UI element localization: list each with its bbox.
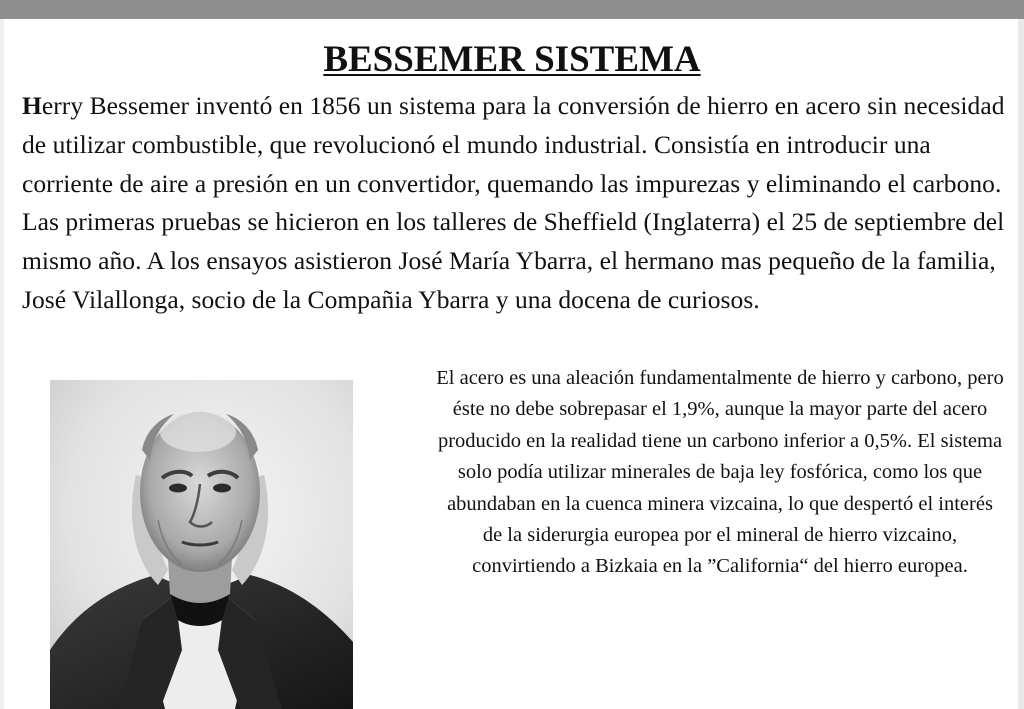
intro-paragraph bbox=[22, 87, 1022, 320]
top-frame-bar bbox=[0, 0, 1024, 19]
portrait-image bbox=[50, 380, 353, 709]
slide-title-text: BESSEMER SISTEMA bbox=[323, 39, 701, 80]
intro-text: erry Bessemer inventó en 1856 un sistema para la conversión de hierro en acero sin necesidad de utilizar combustible, que revolucionó el mundo industrial. Consistía en introducir una corriente de aire a presión en un convertidor, quemando las impurezas y eliminando el carbono. Las primeras pruebas se hicieron en los talleres de Sheffield (Inglaterra) el 25 de septiembre del mismo año. A los ensayos asistieron José María Ybarra, el hermano mas pequeño de la familia, José Vilallonga, socio de la Compañia Ybarra y una docena de curiosos. bbox=[22, 91, 1005, 314]
intro-initial-letter: H bbox=[22, 91, 42, 120]
portrait-icon bbox=[50, 380, 353, 709]
left-frame-edge bbox=[0, 19, 4, 709]
slide-title bbox=[0, 38, 1024, 82]
steel-note-paragraph: El acero es una aleación fundamentalmente de hierro y carbono, pero éste no debe sobrepasar el 1,9%, aunque la mayor parte del acero producido en la realidad tiene un carbono inferior a 0,5%. El sistema solo podía utilizar minerales de baja ley fosfórica, como los que abundaban en la cuenca minera vizcaina, lo que despertó el interés de la siderurgia europea por el mineral de hierro vizcaino, convirtiendo a Bizkaia en la ”California“ del hierro europea. bbox=[436, 367, 1004, 578]
